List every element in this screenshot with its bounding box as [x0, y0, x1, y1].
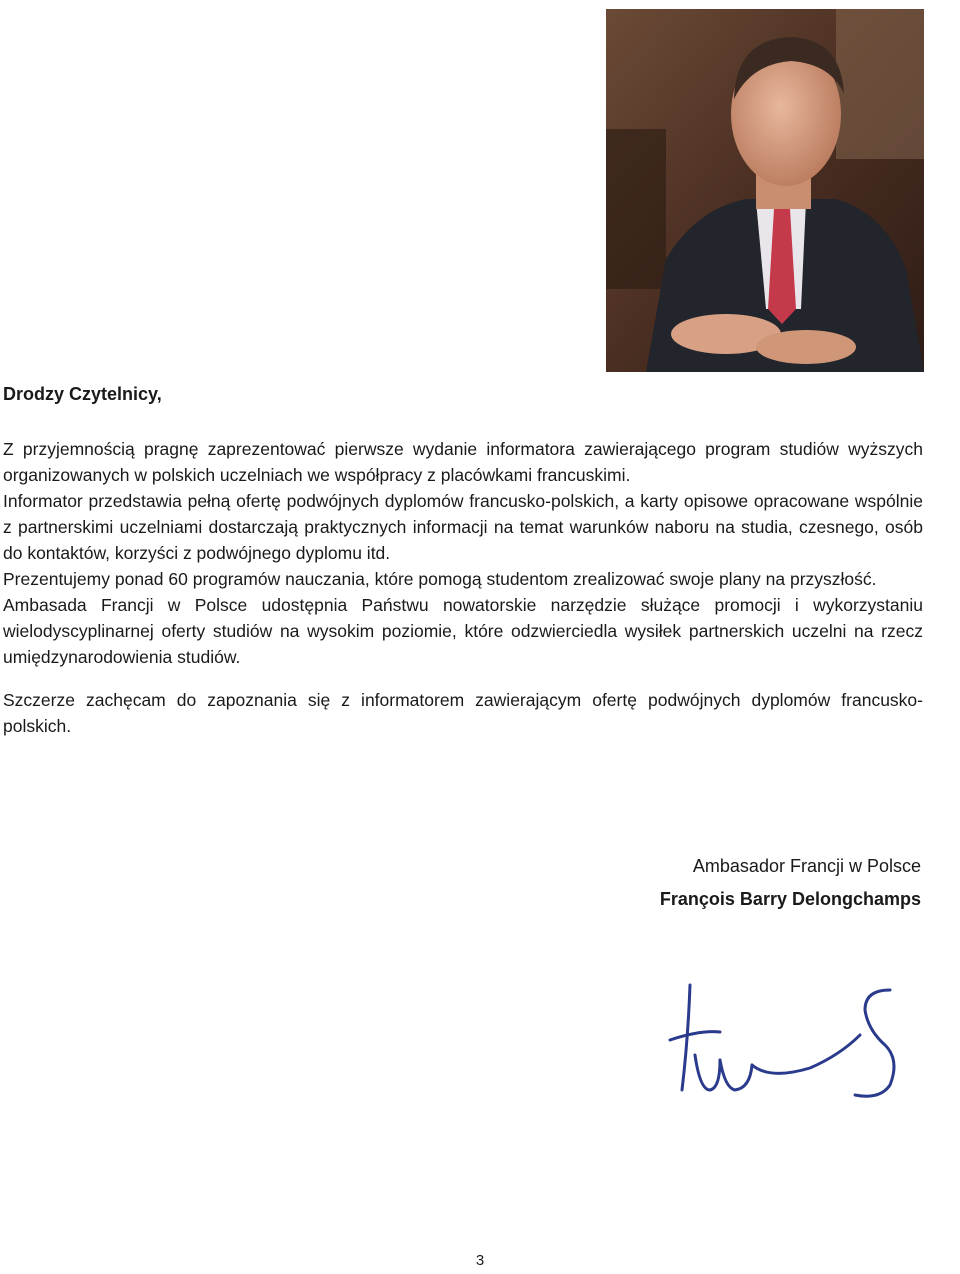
paragraph-intro: Z przyjemnością pragnę zaprezentować pierwsze wydanie informatora zawierającego program studiów wyższych organizowanych w polskich uczelniach we współpracy z placówkami francuskimi.	[3, 439, 923, 485]
paragraph-programs: Prezentujemy ponad 60 programów nauczania, które pomogą studentom zrealizować swoje plany na przyszłość.	[3, 569, 877, 589]
paragraph-informator: Informator przedstawia pełną ofertę podwójnych dyplomów francusko-polskich, a karty opisowe opracowane wspólnie z partnerskimi uczelniami dostarczają praktycznych informacji na temat warunków naboru na studia, czesnego, osób do kontaktów, korzyści z podwójnego dyplomu itd.	[3, 491, 923, 563]
page-number: 3	[475, 1252, 485, 1269]
letter-body	[3, 436, 923, 739]
paragraph-embassy: Ambasada Francji w Polsce udostępnia Państwu nowatorskie narzędzie służące promocji i wykorzystaniu wielodyscyplinarnej oferty studiów na wysokim poziomie, które odzwierciedla wysiłek partnerskich uczelni na rzecz umiędzynarodowienia studiów.	[3, 595, 923, 667]
ambassador-portrait-photo	[606, 9, 924, 372]
signer-title: Ambasador Francji w Polsce	[692, 856, 921, 876]
signer-name: François Barry Delongchamps	[659, 889, 921, 909]
paragraph-encouragement: Szczerze zachęcam do zapoznania się z informatorem zawierającym ofertę podwójnych dyplomów francusko-polskich.	[3, 690, 923, 736]
handwritten-signature	[640, 960, 940, 1130]
letter-greeting: Drodzy Czytelnicy,	[3, 384, 162, 404]
